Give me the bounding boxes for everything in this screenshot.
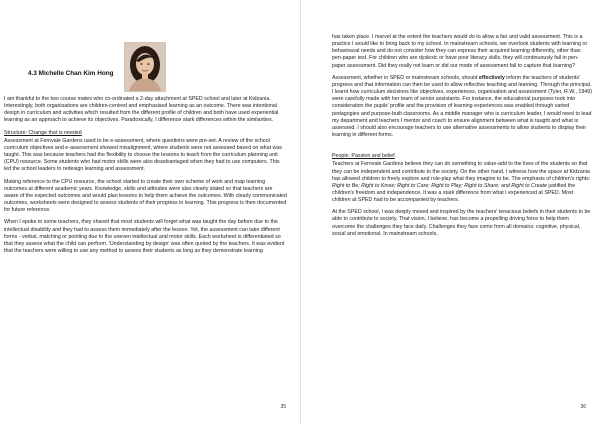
- right-paragraph-4: At the SPED school, I was deeply moved and inspired by the teachers' tenacious beliefs in their students to be able to contribute to society. That vision, I believe, has become a propelling driving force to help them overcome the challenges they face daily. Challenges they face come from all domains: cognitive, physical, social and emotional. In mainstream schools,: [332, 209, 591, 237]
- page-number-right: 36: [580, 404, 586, 410]
- portrait-photo: [124, 42, 166, 92]
- left-paragraph-2: Assessment at Fernvale Gardens used to be e-assessment, where questions were pre-set. A review of the school curriculum objectives and e-assessment showed misalignment, where students were not assessed based on what was taught. This was because teachers had the flexibility to choose the lessons to teach from the curriculum planning unit (CPU) resource. Some students who had motor skills were also disadvantaged when they had to use computers. This led the school leaders to redesign learning and assessment.: [4, 137, 282, 173]
- right-paragraph-3-end: justified the children's freedom and independence. It was a stark difference from what I experienced at SPED. Most children at SPED had to be accompanied by teachers.: [332, 182, 576, 204]
- left-paragraph-4: When I spoke to some teachers, they shared that most students will forget what was taught the day before due to the intellectual disability and they had to assess them immediately after the lesson. Yet, the assessment can take different forms - verbal, matching or pointing due to the uneven intellectual and motor skills. Each worksheet is differentiated so that they assess what the child can perform. 'Understanding by design' was often quoted by the teachers. It was evident that the teachers were willing to use any method to assess their students as long as they demonstrate learning: [4, 219, 285, 254]
- right-paragraph-3: [332, 161, 592, 204]
- right-paragraph-3-italic: Right to Be; Right to Know; Right to Care; Right to Play; Right to Share; and Right to Create: [332, 182, 547, 189]
- right-paragraph-2-end: inform the teachers of students' progress and that information can then be used to allow reflective teaching and learning. Through the principal, I learnt how curriculum decisions like objectives, experiences, organisation and assessment (Tyler, R.W., 1949) were carefully made with her team of senior assistants. For instance, the educational purposes took into consideration the pupils' profile and the provision of learning experiences was enabled through varied pedagogies and purpose-built classrooms. As a middle manager who is curriculum leader, I would need to lead my department and teachers I mentor and coach to ensure alignment between what is taught and what is assessed. I should also encourage teachers to use alternative assessments to allow students to display their learning in different forms.: [332, 74, 592, 139]
- left-paragraph-1: I am thankful to the two course mates who co-ordinated a 2-day attachment at SPED school and later at Kidzania. Interestingly, both organisations are children-centred and emphasised learning as an outcome. There was intentional design in curriculum and activities which resulted from the different profile of children and both have used experiential learning as an approach to achieve its objectives. Paradoxically, I difference stark differences within the similarities.: [4, 96, 279, 124]
- left-paragraph-3: Making reference to the CPU resource, the school started to create their own scheme of work and map learning outcomes at different academic years. Knowledge, skills and attitudes were also clearly stated so that teachers are aware of the expected outcomes and would plan lessons to help them achieve the outcomes. With clearly communicated outcomes, worksheets were designed to assess students of their progress in learning. This progress is then documented for future reference.: [4, 178, 287, 214]
- section-spacer: [332, 144, 592, 153]
- right-paragraph-2: [332, 75, 592, 139]
- portrait-photo-icon: [125, 43, 165, 91]
- right-subheading: People: Passion and belief: [332, 153, 395, 160]
- right-paragraph-2-start: Assessment, whether in SPED or mainstream schools, should: [332, 74, 479, 81]
- right-paragraph-3-start: Teachers at Fernvale Gardens believe they can do something to value-add to the lives of the students so that they can be independent and contribute to the society. On the other hand, I witness how the space at Kidzania has allowed children to freely explore and role-play what they imagine to be. The emphasis of children's rights:: [332, 161, 591, 182]
- right-paragraph-2-bold: effectively: [478, 74, 505, 81]
- right-page: [300, 0, 600, 424]
- page-number-left: 35: [280, 404, 286, 410]
- left-subheading: Structure: Change that is needed: [4, 129, 82, 136]
- section-heading: 4.3 Michelle Chan Kim Hong: [28, 70, 114, 77]
- right-paragraph-1: has taken place. I marvel at the extent the teachers would do to allow a fair and valid assessment. This is a practice I would like to bring back to my school. In mainstream schools, we overlook students with learning or behavioural needs and do not consider how they can express their acquired learning differently, other than pen-paper test. For children who are dyslexic or have poor literacy skills, they will continuously fail in pen-paper assessment. Did they really not learn or did our mode of assessment fail to capture that learning?: [332, 34, 588, 69]
- section-header: [4, 42, 288, 94]
